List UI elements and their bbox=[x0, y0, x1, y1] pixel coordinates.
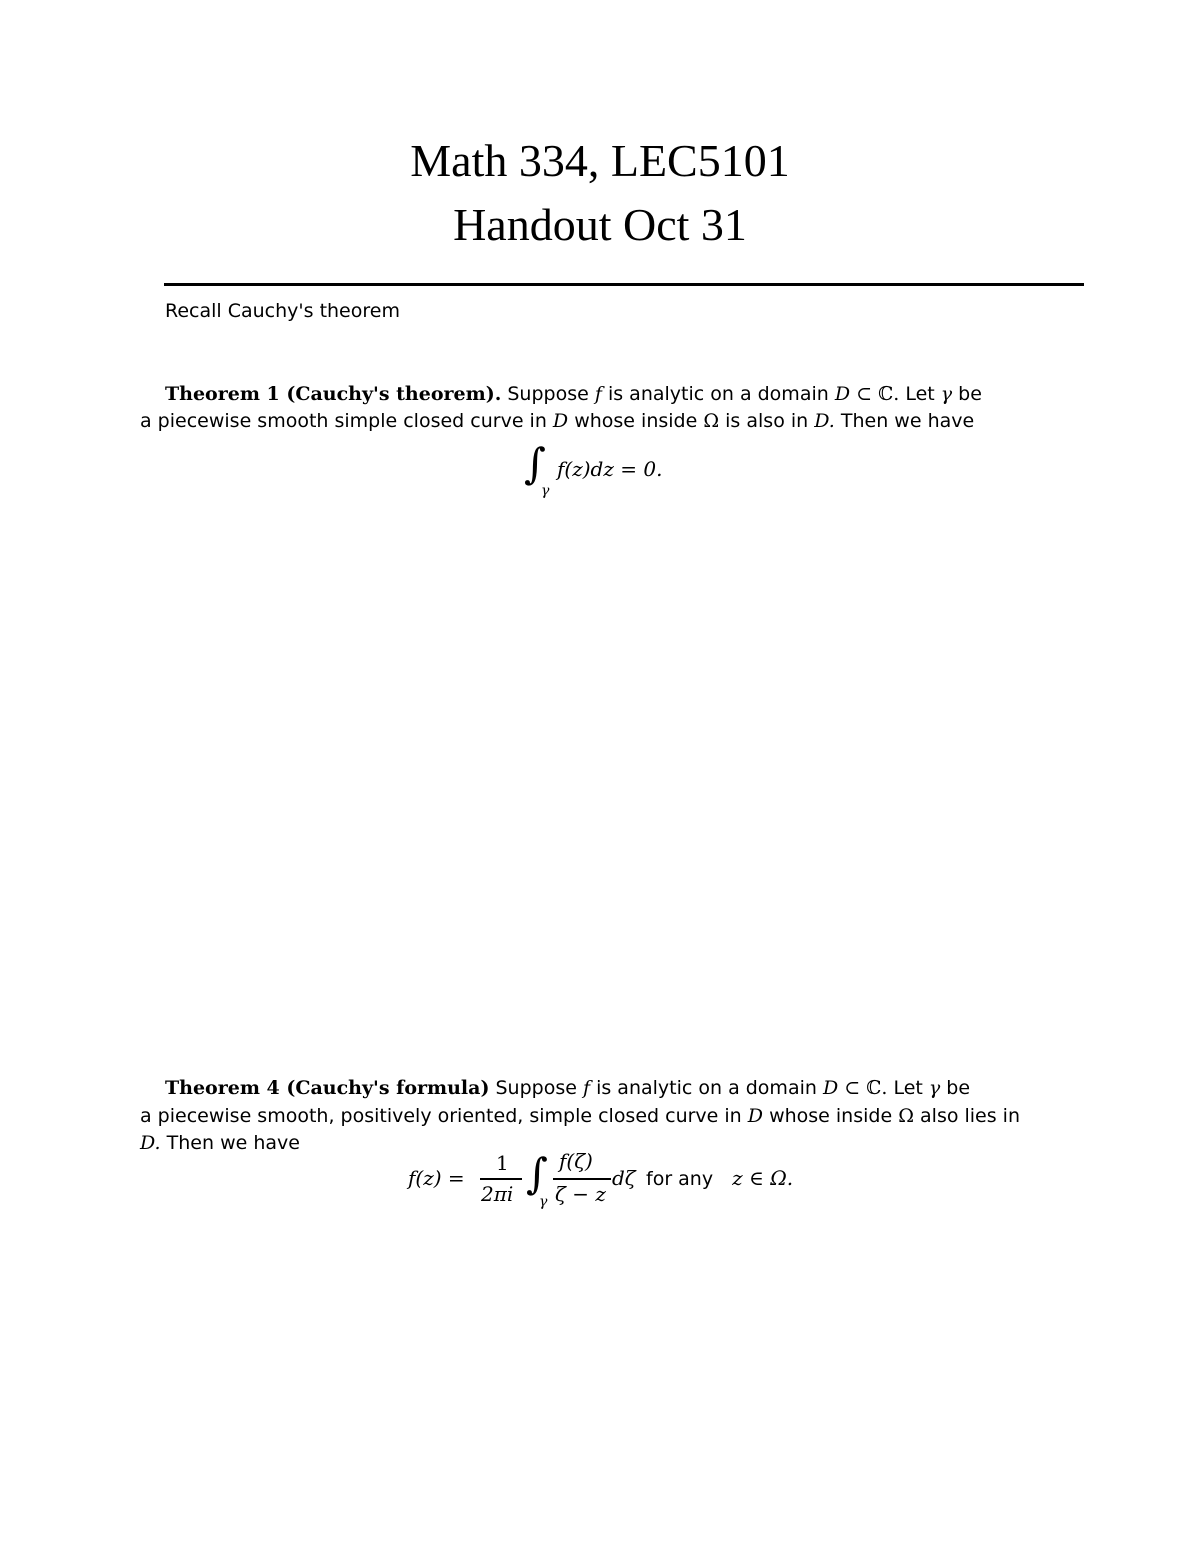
math-symbol: D. bbox=[814, 410, 835, 432]
page-title: Math 334, LEC5101 bbox=[410, 135, 790, 186]
theorem4-line2 bbox=[140, 1103, 1020, 1129]
formula-text: z ∈ Ω. bbox=[732, 1166, 794, 1190]
integral-sign: ∫ bbox=[524, 439, 546, 488]
math-symbol: Ω bbox=[898, 1105, 914, 1127]
math-symbol: f bbox=[582, 1077, 591, 1099]
formula-tail bbox=[646, 1166, 793, 1190]
math-symbol: ⊂ bbox=[844, 1077, 861, 1099]
math-symbol: ⊂ bbox=[856, 383, 873, 405]
theorem4-text: a piecewise smooth, positively oriented, simple closed curve in bbox=[140, 1105, 742, 1127]
theorem1-text: is analytic on a domain bbox=[607, 383, 829, 405]
theorem1-text: Then we have bbox=[840, 410, 975, 432]
fraction-bar bbox=[553, 1178, 611, 1180]
formula-text: f(z)dz = 0. bbox=[557, 457, 663, 481]
page-subtitle: Handout Oct 31 bbox=[453, 199, 747, 250]
theorem4-text: Let bbox=[893, 1077, 923, 1099]
math-symbol: D bbox=[834, 383, 851, 405]
theorem1-text: whose inside bbox=[574, 410, 698, 432]
math-symbol: γ bbox=[928, 1077, 941, 1099]
theorem1-text: Suppose bbox=[507, 383, 589, 405]
theorem4-text: Suppose bbox=[495, 1077, 577, 1099]
formula-lhs bbox=[408, 1166, 465, 1190]
integral-subscript: γ bbox=[539, 1194, 548, 1210]
theorem4-text: Then we have bbox=[166, 1132, 300, 1154]
fraction-denominator bbox=[555, 1182, 606, 1206]
formula-text: 2πi bbox=[481, 1182, 514, 1206]
theorem1-line1 bbox=[165, 381, 982, 407]
theorem4-text: be bbox=[946, 1077, 971, 1099]
theorem1-text: a piecewise smooth simple closed curve in bbox=[140, 410, 547, 432]
fraction-denominator bbox=[481, 1182, 513, 1206]
fraction-numerator: 1 bbox=[496, 1151, 509, 1175]
theorem1-text: is also in bbox=[725, 410, 809, 432]
theorem1-heading: Theorem 1 (Cauchy's theorem). bbox=[165, 383, 502, 405]
math-symbol: ℂ. bbox=[878, 383, 900, 405]
formula-text: ζ − z bbox=[555, 1182, 606, 1206]
math-symbol: D bbox=[552, 410, 569, 432]
math-symbol: D. bbox=[140, 1132, 161, 1154]
intro-text: Recall Cauchy's theorem bbox=[165, 300, 400, 322]
math-symbol: γ bbox=[940, 383, 953, 405]
fraction-bar bbox=[480, 1178, 522, 1180]
theorem4-text: whose inside bbox=[769, 1105, 893, 1127]
math-symbol: f bbox=[594, 383, 602, 405]
integral-sign: ∫ bbox=[526, 1149, 548, 1198]
integral-subscript: γ bbox=[541, 483, 550, 499]
theorem4-line3 bbox=[140, 1130, 300, 1156]
formula-text: for any bbox=[646, 1168, 714, 1190]
theorem4-line1 bbox=[165, 1075, 970, 1101]
math-symbol: D bbox=[747, 1105, 764, 1127]
math-symbol: Ω bbox=[703, 410, 720, 432]
math-symbol: ℂ. bbox=[866, 1077, 888, 1099]
formula-text: f(z) = bbox=[408, 1166, 465, 1190]
math-symbol: D bbox=[822, 1077, 839, 1099]
theorem4-heading: Theorem 4 (Cauchy's formula) bbox=[165, 1077, 490, 1099]
formula-text: dζ bbox=[612, 1166, 636, 1190]
theorem1-text: Let bbox=[905, 383, 935, 405]
horizontal-rule bbox=[164, 283, 1084, 286]
theorem4-text: also lies in bbox=[920, 1105, 1021, 1127]
formula-differential bbox=[612, 1166, 636, 1190]
theorem4-text: is analytic on a domain bbox=[596, 1077, 817, 1099]
theorem1-text: be bbox=[958, 383, 982, 405]
formula-body bbox=[557, 457, 662, 481]
theorem1-line2 bbox=[140, 408, 974, 434]
fraction-numerator bbox=[559, 1149, 593, 1173]
formula-text: f(ζ) bbox=[559, 1149, 593, 1173]
